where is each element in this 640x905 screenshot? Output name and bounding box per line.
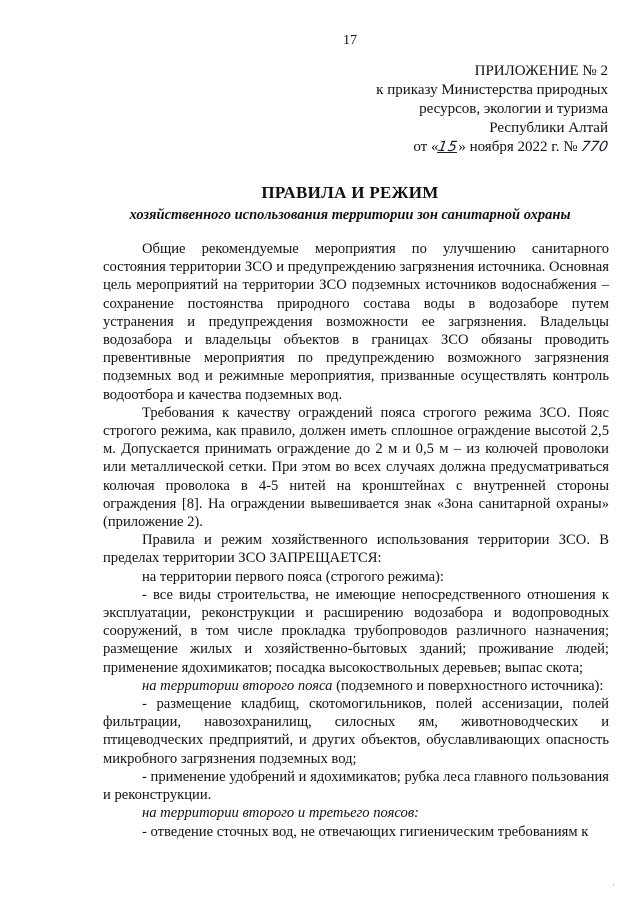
appendix-header: [376, 62, 608, 157]
paragraph-fence-requirements: Требования к качеству ограждений пояса строгого режима ЗСО. Пояс строгого режима, как правило, должен иметь сплошное ограждение высотой 2,5 м. Допускается принимать ограждение до 2 м и 0,5 м – из колючей проволоки или металлической сетки. При этом во всех случаях должна предусматриваться колючая проволока в 4-5 нитей на кронштейнах с внутренней стороны ограждения [8]. На ограждении вывешивается знак «Зона санитарной охраны» (приложение 2).: [103, 404, 609, 531]
date-prefix: от «: [413, 139, 439, 155]
paragraph-first-zone-heading: на территории первого пояса (строгого режима):: [142, 568, 444, 585]
paragraph-first-zone-prohibitions: - все виды строительства, не имеющие непосредственного отношения к эксплуатации, реконструкции и расширению водозабора и водопроводных сооружений, в том числе прокладка трубопроводов различного назначения; размещение жилых и хозяйственно-бытовых зданий; проживание людей; применение ядохимикатов; посадка высокоствольных деревьев; выпас скота;: [103, 586, 609, 676]
paragraph-general-measures: Общие рекомендуемые мероприятия по улучшению санитарного состояния территории ЗСО и предупреждению загрязнения источника. Основная цель мероприятий на территории ЗСО подземных источников водоснабжения – сохранение постоянства природного состава воды в водозаборе путем устранения и предупреждения возможности ее загрязнения. Владельцы водозабора и владельцы объектов в границах ЗСО обязаны проводить превентивные мероприятия по предупреждению возможного загрязнения подземных вод и режимные мероприятия, призванные осуществлять контроль водоотбора и качества подземных вод.: [103, 241, 609, 403]
paragraph-fertilizer-prohibition: - применение удобрений и ядохимикатов; рубка леса главного пользования и реконструкции.: [103, 768, 609, 804]
page-number: 17: [343, 33, 357, 48]
handwritten-day: 15: [437, 139, 460, 155]
appendix-republic-line: Республики Алтай: [489, 120, 608, 136]
document-subtitle: хозяйственного использования территории зон санитарной охраны: [129, 207, 571, 223]
document-body: [103, 240, 609, 841]
appendix-date-line: [376, 138, 608, 157]
paragraph-second-third-zone-heading: на территории второго и третьего поясов:: [142, 805, 420, 822]
appendix-ministry-line: ресурсов, экологии и туризма: [419, 101, 608, 117]
date-middle: » ноября 2022 г. №: [458, 139, 582, 155]
paragraph-rules-intro: Правила и режим хозяйственного использования территории ЗСО. В пределах территории ЗСО ЗАПРЕЩАЕТСЯ:: [103, 532, 609, 567]
scan-mark: ·: [612, 880, 615, 890]
document-title: ПРАВИЛА И РЕЖИМ: [261, 183, 439, 202]
second-zone-rest: (подземного и поверхностного источника):: [332, 677, 604, 694]
appendix-title: ПРИЛОЖЕНИЕ № 2: [474, 63, 608, 79]
appendix-order-line: к приказу Министерства природных: [376, 82, 608, 98]
paragraph-second-zone-prohibitions: - размещение кладбищ, скотомогильников, полей ассенизации, полей фильтрации, навозохранилищ, силосных ям, животноводческих и птицеводческих предприятий, и других объектов, обуславливающих опасность микробного загрязнения подземных вод;: [103, 696, 609, 767]
handwritten-order-number: 770: [579, 139, 610, 155]
second-zone-italic: на территории второго пояса: [142, 677, 333, 694]
paragraph-wastewater-prohibition: - отведение сточных вод, не отвечающих гигиеническим требованиям к: [142, 823, 589, 840]
paragraph-second-zone-heading: [103, 677, 609, 695]
